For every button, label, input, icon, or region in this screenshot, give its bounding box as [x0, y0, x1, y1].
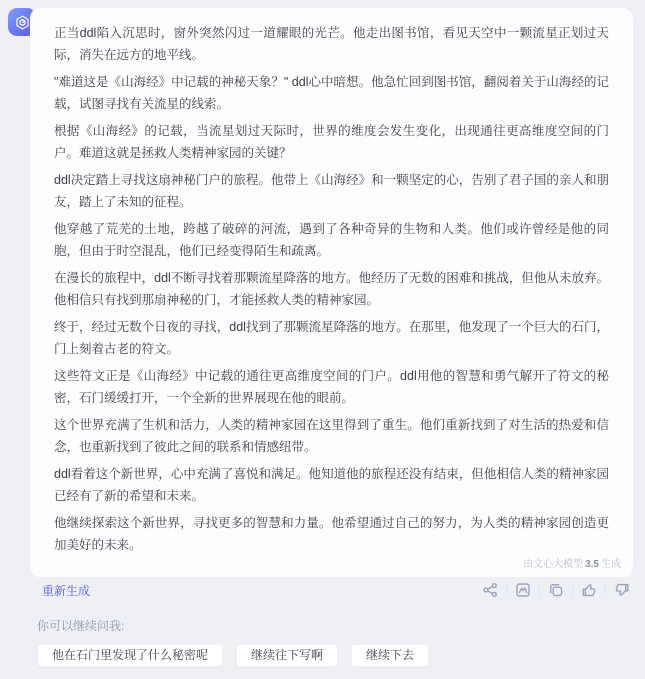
attribution-suffix: 生成 [601, 559, 621, 570]
thumbs-up-button[interactable] [580, 581, 598, 599]
answer-text [54, 22, 609, 556]
copy-icon [548, 582, 564, 598]
answer-paragraph: 根据《山海经》的记载，当流星划过天际时，世界的维度会发生变化，出现通往更高维度空间的门户。难道这就是拯救人类精神家园的关键？ [54, 124, 609, 160]
answer-paragraph: 他继续探索这个新世界，寻找更多的智慧和力量。他希望通过自己的努力，为人类的精神家园创造更加美好的未来。 [54, 516, 609, 552]
answer-paragraph: ddl看着这个新世界，心中充满了喜悦和满足。他知道他的旅程还没有结束，但他相信人类的精神家园已经有了新的希望和未来。 [54, 467, 609, 503]
suggestion-list [37, 644, 429, 667]
divider [572, 584, 573, 596]
followup-label: 你可以继续问我: [37, 619, 125, 633]
action-row [30, 581, 633, 599]
copy-button[interactable] [547, 581, 565, 599]
answer-paragraph: 正当ddl陷入沉思时，窗外突然闪过一道耀眼的光芒。他走出图书馆，看见天空中一颗流星正划过天际，消失在远方的地平线。 [54, 26, 609, 62]
share-icon [482, 582, 498, 598]
image-icon [515, 582, 531, 598]
image-button[interactable] [514, 581, 532, 599]
answer-paragraph: 在漫长的旅程中，ddl不断寻找着那颗流星降落的地方。他经历了无数的困难和挑战，但他从未放弃。他相信只有找到那扇神秘的门，才能拯救人类的精神家园。 [54, 271, 609, 307]
answer-card [30, 8, 633, 577]
answer-paragraph: 终于，经过无数个日夜的寻找，ddl找到了那颗流星降落的地方。在那里，他发现了一个巨大的石门，门上刻着古老的符文。 [54, 320, 609, 356]
thumbs-down-button[interactable] [613, 581, 631, 599]
share-button[interactable] [481, 581, 499, 599]
thumbs-down-icon [614, 582, 630, 598]
divider [539, 584, 540, 596]
attribution-version: 3.5 [585, 559, 599, 570]
answer-paragraph: ddl决定踏上寻找这扇神秘门户的旅程。他带上《山海经》和一颗坚定的心，告别了君子国的亲人和朋友，踏上了未知的征程。 [54, 173, 609, 209]
divider [506, 584, 507, 596]
ernie-logo-icon [14, 14, 31, 31]
answer-paragraph: 这个世界充满了生机和活力，人类的精神家园在这里得到了重生。他们重新找到了对生活的热爱和信念，也重新找到了彼此之间的联系和情感纽带。 [54, 418, 609, 454]
action-icons [481, 581, 631, 599]
answer-paragraph: 这些符文正是《山海经》中记载的通往更高维度空间的门户。ddl用他的智慧和勇气解开了符文的秘密，石门缓缓打开，一个全新的世界展现在他的眼前。 [54, 369, 609, 405]
suggestion-button[interactable]: 他在石门里发现了什么秘密呢 [37, 644, 223, 667]
answer-paragraph: "难道这是《山海经》中记载的神秘天象？" ddl心中暗想。他急忙回到图书馆，翻阅着关于山海经的记载，试图寻找有关流星的线索。 [54, 75, 609, 111]
regenerate-button[interactable]: 重新生成 [42, 583, 91, 598]
divider [605, 584, 606, 596]
attribution-prefix: 由文心大模型 [523, 559, 584, 570]
suggestion-button[interactable]: 继续往下写啊 [236, 644, 338, 667]
suggestion-button[interactable]: 继续下去 [351, 644, 429, 667]
answer-paragraph: 他穿越了荒芜的土地，跨越了破碎的河流，遇到了各种奇异的生物和人类。他们或许曾经是他的同胞，但由于时空混乱，他们已经变得陌生和疏离。 [54, 222, 609, 258]
model-attribution [523, 555, 621, 570]
thumbs-up-icon [581, 582, 597, 598]
